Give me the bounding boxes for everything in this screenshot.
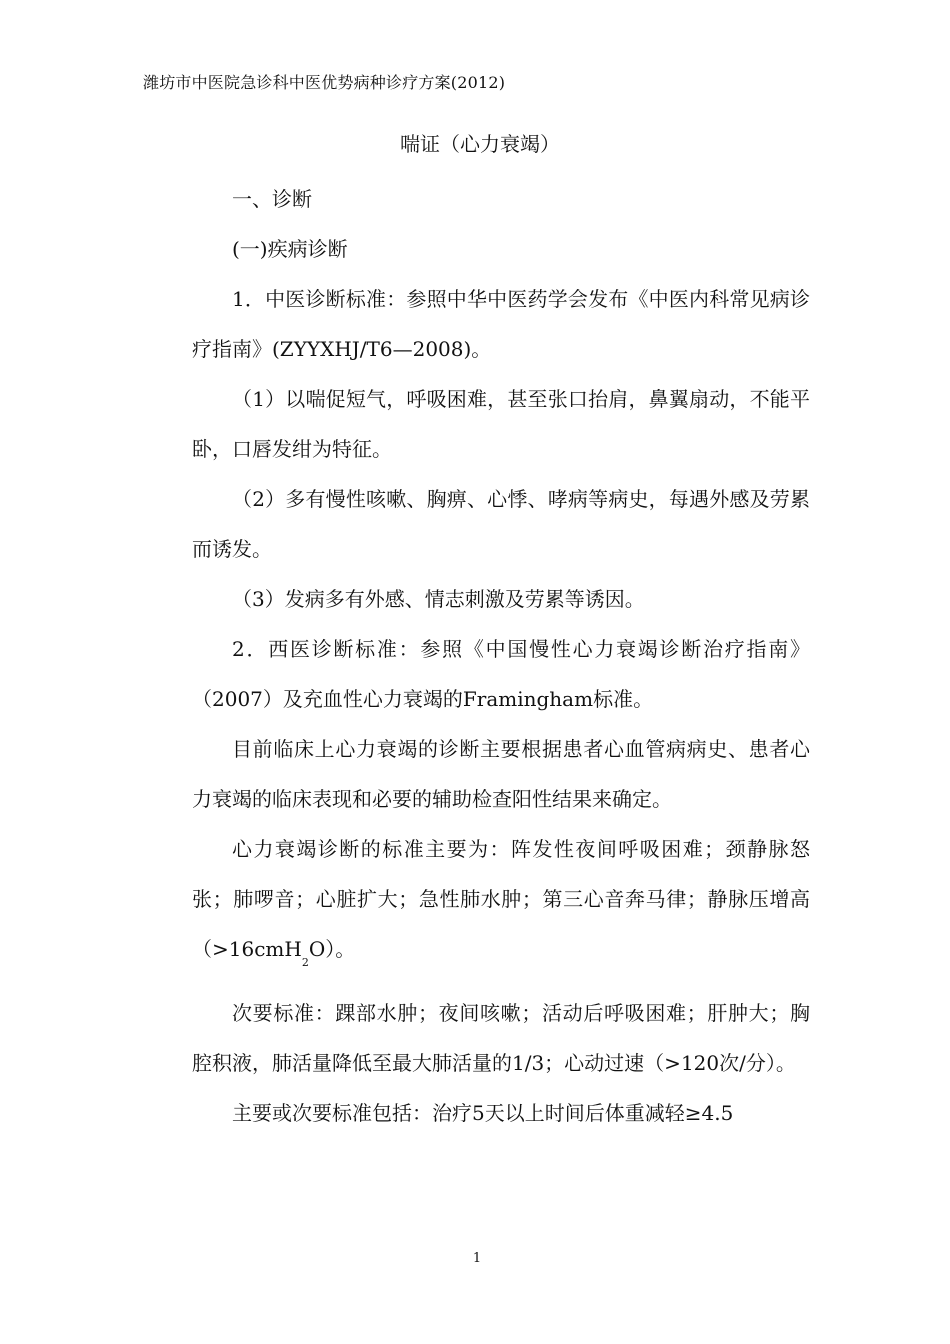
paragraph-item-2: （2）多有慢性咳嗽、胸痹、心悸、哮病等病史，每遇外感及劳累而诱发。 bbox=[192, 487, 810, 561]
page-number: 1 bbox=[472, 1251, 482, 1266]
major-criteria-text: 心力衰竭诊断的标准主要为：阵发性夜间呼吸困难；颈静脉怒张；肺啰音；心脏扩大；急性肺水肿；第三心音奔马律；静脉压增高（>16cmH bbox=[192, 837, 810, 961]
paragraph-criteria-include: 主要或次要标准包括：治疗5天以上时间后体重减轻≥4.5 bbox=[232, 1101, 734, 1125]
section-heading: 一、诊断 bbox=[232, 187, 312, 211]
paragraph-tcm-criteria: 1．中医诊断标准：参照中华中医药学会发布《中医内科常见病诊疗指南》(ZYYXHJ/T6—2008)。 bbox=[192, 287, 810, 361]
paragraph-minor-criteria: 次要标准：踝部水肿；夜间咳嗽；活动后呼吸困难；肝肿大；胸腔积液，肺活量降低至最大肺活量的1/3；心动过速（>120次/分）。 bbox=[192, 1001, 810, 1075]
paragraph-item-1: （1）以喘促短气，呼吸困难，甚至张口抬肩，鼻翼扇动，不能平卧，口唇发绀为特征。 bbox=[192, 387, 810, 461]
page-header: 潍坊市中医院急诊科中医优势病种诊疗方案(2012) bbox=[143, 73, 506, 92]
paragraph-diagnosis-basis: 目前临床上心力衰竭的诊断主要根据患者心血管病病史、患者心力衰竭的临床表现和必要的辅助检查阳性结果来确定。 bbox=[192, 737, 810, 811]
paragraph-western-criteria: 2．西医诊断标准：参照《中国慢性心力衰竭诊断治疗指南》（2007）及充血性心力衰竭的Framingham标准。 bbox=[192, 637, 810, 711]
document-title: 喘证（心力衰竭） bbox=[400, 132, 560, 156]
major-criteria-tail: O）。 bbox=[308, 937, 356, 961]
paragraph-item-3: （3）发病多有外感、情志刺激及劳累等诱因。 bbox=[232, 587, 645, 611]
subsection-heading: (一)疾病诊断 bbox=[232, 237, 348, 261]
subscript-2: 2 bbox=[301, 956, 309, 969]
document-body bbox=[192, 174, 810, 1138]
paragraph-major-criteria bbox=[192, 824, 810, 988]
